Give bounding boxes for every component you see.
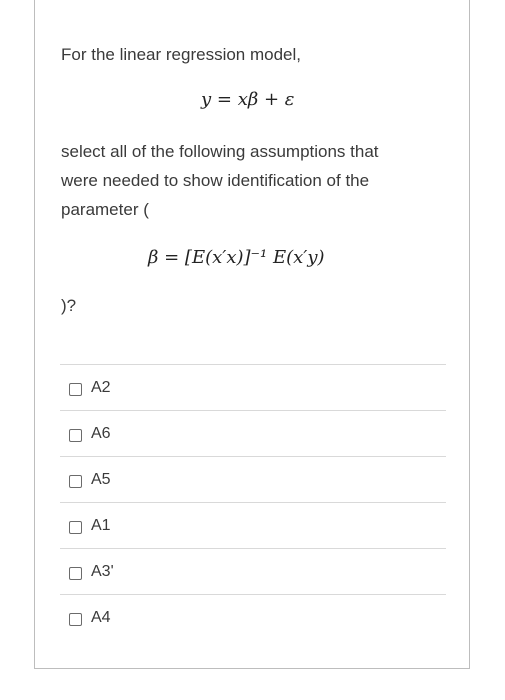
question-line: were needed to show identification of the (61, 171, 370, 190)
option-label[interactable]: A2 (91, 379, 111, 396)
answer-option[interactable] (60, 364, 446, 410)
checkbox[interactable] (69, 475, 82, 488)
checkbox[interactable] (69, 613, 82, 626)
answer-option[interactable] (60, 548, 446, 594)
answer-option[interactable] (60, 502, 446, 548)
question-line: select all of the following assumptions that (61, 142, 379, 161)
answer-option[interactable] (60, 410, 446, 456)
option-label[interactable]: A4 (91, 609, 111, 626)
parameter-equation: β = [E(x′x)]⁻¹ E(x′y) (148, 247, 325, 268)
option-label[interactable]: A3' (91, 563, 114, 580)
question-closing: )? (61, 296, 77, 315)
question-intro-text: For the linear regression model, (61, 45, 302, 64)
option-label[interactable]: A6 (91, 425, 111, 442)
answer-option[interactable] (60, 594, 446, 640)
question-line: parameter ( (61, 200, 149, 219)
question-intro (61, 40, 431, 69)
checkbox[interactable] (69, 521, 82, 534)
question-card (34, 0, 470, 669)
option-label[interactable]: A1 (91, 517, 111, 534)
checkbox[interactable] (69, 383, 82, 396)
option-label[interactable]: A5 (91, 471, 111, 488)
answer-options-list (60, 364, 446, 640)
question-body (61, 137, 441, 224)
regression-equation: y = xβ + ε (201, 89, 295, 110)
checkbox[interactable] (69, 567, 82, 580)
answer-option[interactable] (60, 456, 446, 502)
checkbox[interactable] (69, 429, 82, 442)
